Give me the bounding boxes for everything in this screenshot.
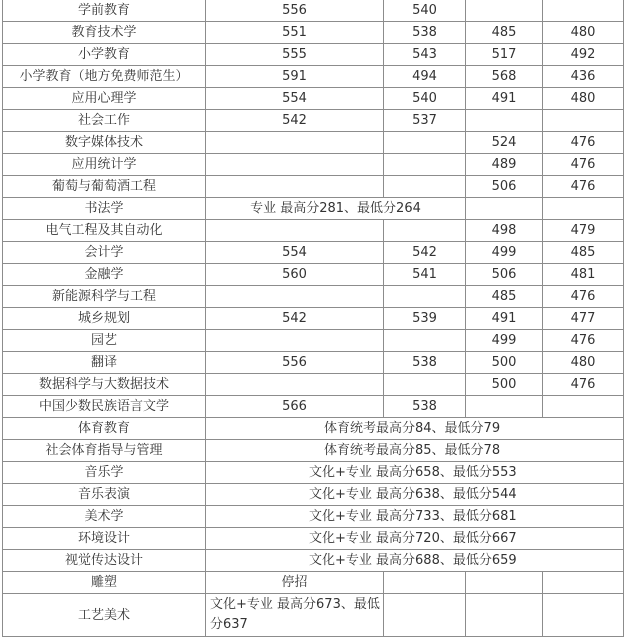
- score-cell: 477: [543, 308, 624, 330]
- score-cell: 480: [543, 352, 624, 374]
- score-note: 文化+专业 最高分658、最低分553: [206, 462, 624, 484]
- score-cell: [466, 0, 543, 22]
- table-row: [3, 242, 624, 264]
- major-name: 学前教育: [3, 0, 206, 22]
- table-row: [3, 440, 624, 462]
- score-note: 文化+专业 最高分638、最低分544: [206, 484, 624, 506]
- score-cell: 476: [543, 286, 624, 308]
- score-cell: [206, 176, 384, 198]
- score-cell: [466, 594, 543, 637]
- major-name: 小学教育: [3, 44, 206, 66]
- score-cell: 542: [384, 242, 466, 264]
- score-cell: [384, 132, 466, 154]
- score-cell: 480: [543, 88, 624, 110]
- score-note: 文化+专业 最高分720、最低分667: [206, 528, 624, 550]
- major-name: 数字媒体技术: [3, 132, 206, 154]
- table-row: [3, 66, 624, 88]
- table-row: [3, 352, 624, 374]
- major-name: 城乡规划: [3, 308, 206, 330]
- score-cell: [543, 110, 624, 132]
- table-row: [3, 0, 624, 22]
- major-name: 翻译: [3, 352, 206, 374]
- table-row: [3, 264, 624, 286]
- table-row: [3, 110, 624, 132]
- table-row: [3, 506, 624, 528]
- score-cell: [206, 220, 384, 242]
- score-cell: 556: [206, 0, 384, 22]
- major-name: 社会工作: [3, 110, 206, 132]
- score-cell: 591: [206, 66, 384, 88]
- score-note: 体育统考最高分84、最低分79: [206, 418, 624, 440]
- score-cell: 540: [384, 0, 466, 22]
- score-cell: 499: [466, 242, 543, 264]
- score-cell: [543, 594, 624, 637]
- score-cell: 542: [206, 308, 384, 330]
- score-cell: 500: [466, 374, 543, 396]
- major-name: 园艺: [3, 330, 206, 352]
- major-name: 应用统计学: [3, 154, 206, 176]
- score-cell: 551: [206, 22, 384, 44]
- score-cell: 498: [466, 220, 543, 242]
- major-name: 中国少数民族语言文学: [3, 396, 206, 418]
- score-cell: [206, 374, 384, 396]
- score-cell: 566: [206, 396, 384, 418]
- score-cell: [466, 110, 543, 132]
- score-cell: 436: [543, 66, 624, 88]
- major-name: 社会体育指导与管理: [3, 440, 206, 462]
- score-cell: [206, 330, 384, 352]
- score-cell: 476: [543, 176, 624, 198]
- table-row: [3, 550, 624, 572]
- score-cell: [206, 132, 384, 154]
- table-row: [3, 22, 624, 44]
- score-cell: [466, 198, 543, 220]
- major-name: 金融学: [3, 264, 206, 286]
- score-cell: [466, 572, 543, 594]
- score-cell: [384, 176, 466, 198]
- score-cell: 479: [543, 220, 624, 242]
- major-name: 小学教育（地方免费师范生）: [3, 66, 206, 88]
- score-cell: 524: [466, 132, 543, 154]
- score-cell: 485: [543, 242, 624, 264]
- score-note: 文化+专业 最高分733、最低分681: [206, 506, 624, 528]
- score-cell: 537: [384, 110, 466, 132]
- table-row: [3, 198, 624, 220]
- score-cell: [384, 220, 466, 242]
- score-cell: 554: [206, 242, 384, 264]
- score-cell: [206, 154, 384, 176]
- table-row: [3, 88, 624, 110]
- major-name: 会计学: [3, 242, 206, 264]
- major-name: 葡萄与葡萄酒工程: [3, 176, 206, 198]
- score-cell: 480: [543, 22, 624, 44]
- score-cell: [543, 0, 624, 22]
- score-cell: 560: [206, 264, 384, 286]
- table-row: [3, 374, 624, 396]
- score-cell: 476: [543, 132, 624, 154]
- table-row: [3, 154, 624, 176]
- major-name: 电气工程及其自动化: [3, 220, 206, 242]
- table-row: [3, 528, 624, 550]
- score-cell: 481: [543, 264, 624, 286]
- score-cell: 491: [466, 308, 543, 330]
- major-name: 环境设计: [3, 528, 206, 550]
- major-name: 音乐学: [3, 462, 206, 484]
- score-cell: 506: [466, 264, 543, 286]
- score-cell: 500: [466, 352, 543, 374]
- table-row: [3, 330, 624, 352]
- score-cell: 538: [384, 22, 466, 44]
- table-row: [3, 462, 624, 484]
- major-name: 书法学: [3, 198, 206, 220]
- score-cell: 476: [543, 154, 624, 176]
- score-cell: [543, 198, 624, 220]
- major-name: 音乐表演: [3, 484, 206, 506]
- major-name: 数据科学与大数据技术: [3, 374, 206, 396]
- score-cell: 485: [466, 286, 543, 308]
- score-cell: [543, 396, 624, 418]
- score-cell: 538: [384, 396, 466, 418]
- score-note: 专业 最高分281、最低分264: [206, 198, 466, 220]
- score-note: 文化+专业 最高分688、最低分659: [206, 550, 624, 572]
- table-row: [3, 44, 624, 66]
- score-cell: [384, 286, 466, 308]
- score-cell: [206, 286, 384, 308]
- score-cell: 517: [466, 44, 543, 66]
- score-cell: 499: [466, 330, 543, 352]
- admission-score-table: [2, 0, 624, 637]
- score-cell: 476: [543, 374, 624, 396]
- major-name: 工艺美术: [3, 594, 206, 637]
- score-cell: [384, 154, 466, 176]
- table-row: [3, 220, 624, 242]
- score-cell: [384, 330, 466, 352]
- table-row: [3, 418, 624, 440]
- score-cell: 543: [384, 44, 466, 66]
- table-row: [3, 286, 624, 308]
- major-name: 应用心理学: [3, 88, 206, 110]
- table-row: [3, 484, 624, 506]
- score-cell: [543, 572, 624, 594]
- score-cell: 489: [466, 154, 543, 176]
- score-cell: 停招: [206, 572, 384, 594]
- table-row: [3, 132, 624, 154]
- table-row: [3, 594, 624, 637]
- score-cell: 568: [466, 66, 543, 88]
- score-cell: 539: [384, 308, 466, 330]
- score-cell: 485: [466, 22, 543, 44]
- score-cell: 538: [384, 352, 466, 374]
- score-cell: 556: [206, 352, 384, 374]
- major-name: 教育技术学: [3, 22, 206, 44]
- score-cell: 555: [206, 44, 384, 66]
- score-cell: 542: [206, 110, 384, 132]
- score-cell: 491: [466, 88, 543, 110]
- major-name: 视觉传达设计: [3, 550, 206, 572]
- table-row: [3, 176, 624, 198]
- score-note: 文化+专业 最高分673、最低分637: [206, 594, 384, 637]
- major-name: 美术学: [3, 506, 206, 528]
- score-cell: 506: [466, 176, 543, 198]
- major-name: 雕塑: [3, 572, 206, 594]
- score-cell: 494: [384, 66, 466, 88]
- major-name: 新能源科学与工程: [3, 286, 206, 308]
- score-cell: [384, 374, 466, 396]
- score-cell: 554: [206, 88, 384, 110]
- table-row: [3, 396, 624, 418]
- major-name: 体育教育: [3, 418, 206, 440]
- score-cell: 476: [543, 330, 624, 352]
- score-cell: [384, 572, 466, 594]
- score-cell: 492: [543, 44, 624, 66]
- score-cell: 541: [384, 264, 466, 286]
- score-cell: [466, 396, 543, 418]
- score-note: 体育统考最高分85、最低分78: [206, 440, 624, 462]
- score-cell: 540: [384, 88, 466, 110]
- table-row: [3, 572, 624, 594]
- table-row: [3, 308, 624, 330]
- score-cell: [384, 594, 466, 637]
